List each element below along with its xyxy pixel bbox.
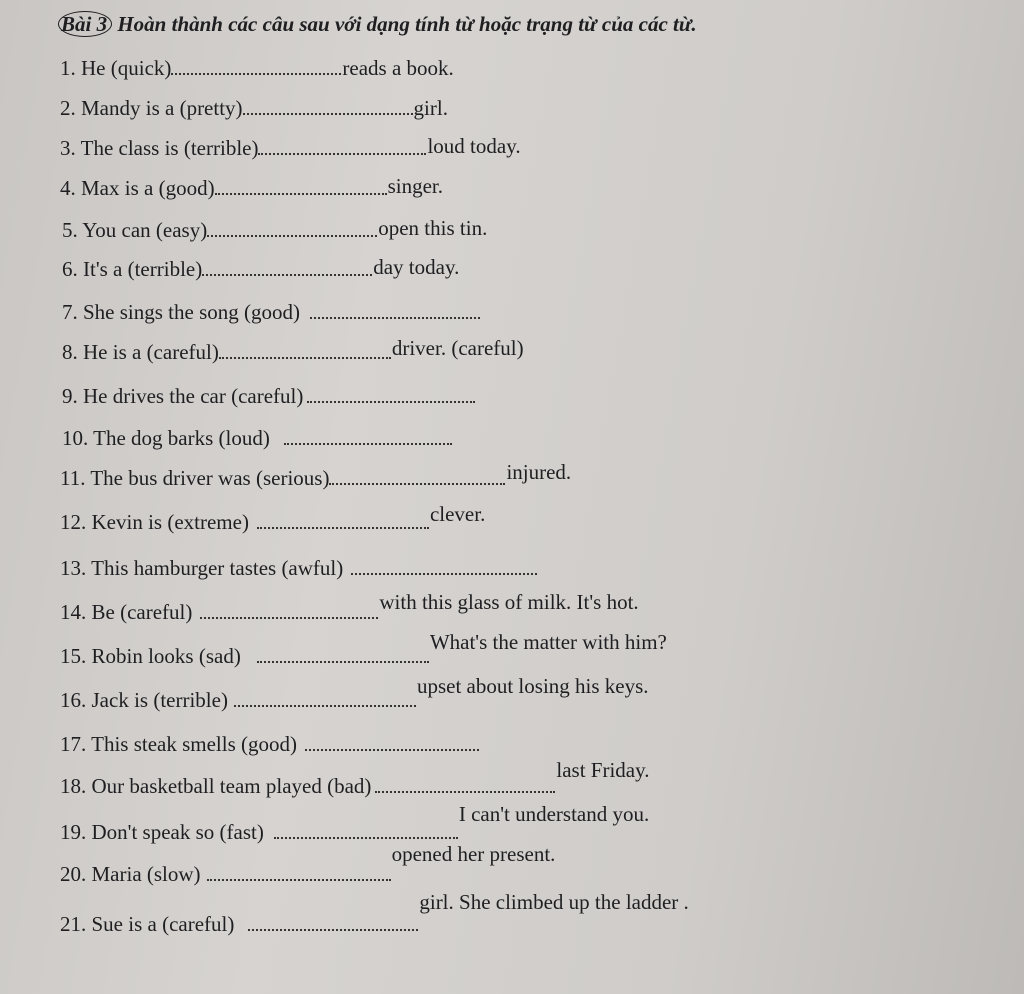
exercise-item xyxy=(62,218,487,242)
item-prompt: 16. Jack is (terrible) xyxy=(60,688,228,712)
item-prompt: 17. This steak smells (good) xyxy=(60,732,298,756)
exercise-item xyxy=(62,300,481,324)
item-continuation: upset about losing his keys. xyxy=(416,674,649,698)
answer-blank[interactable] xyxy=(234,704,416,707)
item-prompt: 12. Kevin is (extreme) xyxy=(60,510,249,534)
answer-blank[interactable] xyxy=(274,836,458,839)
exercise-item xyxy=(60,842,556,886)
item-prompt: 4. Max is a (good) xyxy=(60,176,215,200)
item-prompt: 14. Be (careful) xyxy=(60,600,193,624)
answer-blank[interactable] xyxy=(307,400,475,403)
item-prompt: 9. He drives the car (careful) xyxy=(62,384,304,408)
item-prompt: 20. Maria (slow) xyxy=(60,862,201,886)
item-continuation: reads a book. xyxy=(342,56,454,80)
item-prompt: 13. This hamburger tastes (awful) xyxy=(60,556,344,580)
item-continuation: What's the matter with him? xyxy=(429,630,667,654)
answer-blank[interactable] xyxy=(248,928,418,931)
exercise-item xyxy=(62,426,453,450)
item-prompt: 21. Sue is a (careful) xyxy=(60,912,235,936)
item-continuation: loud today. xyxy=(427,134,521,158)
exercise-title xyxy=(58,12,697,37)
answer-blank[interactable] xyxy=(351,572,537,575)
item-continuation: day today. xyxy=(373,255,460,279)
item-continuation: injured. xyxy=(506,460,572,484)
item-prompt: 6. It's a (terrible) xyxy=(62,257,203,281)
item-continuation: opened her present. xyxy=(391,842,556,866)
exercise-item xyxy=(60,758,650,798)
item-prompt: 3. The class is (terrible) xyxy=(60,136,259,160)
exercise-item xyxy=(62,257,459,281)
item-prompt: 10. The dog barks (loud) xyxy=(62,426,270,450)
answer-blank[interactable] xyxy=(257,526,429,529)
answer-blank[interactable] xyxy=(257,660,429,663)
item-prompt: 11. The bus driver was (serious) xyxy=(60,466,330,490)
answer-blank[interactable] xyxy=(375,790,555,793)
exercise-item xyxy=(60,732,480,756)
item-prompt: 15. Robin looks (sad) xyxy=(60,644,241,668)
item-continuation: last Friday. xyxy=(556,758,650,782)
item-continuation: clever. xyxy=(429,502,486,526)
answer-blank[interactable] xyxy=(284,442,452,445)
answer-blank[interactable] xyxy=(219,356,391,359)
exercise-item xyxy=(60,136,521,160)
item-prompt: 7. She sings the song (good) xyxy=(62,300,300,324)
item-prompt: 18. Our basketball team played (bad) xyxy=(60,774,372,798)
item-prompt: 5. You can (easy) xyxy=(62,218,208,242)
answer-blank[interactable] xyxy=(310,316,480,319)
item-prompt: 19. Don't speak so (fast) xyxy=(60,820,264,844)
exercise-item xyxy=(60,674,649,712)
item-continuation: with this glass of milk. It's hot. xyxy=(379,590,639,614)
item-prompt: 1. He (quick) xyxy=(60,56,172,80)
answer-blank[interactable] xyxy=(215,192,387,195)
answer-blank[interactable] xyxy=(305,748,479,751)
answer-blank[interactable] xyxy=(329,482,505,485)
item-continuation: girl. She climbed up the ladder . xyxy=(419,890,689,914)
answer-blank[interactable] xyxy=(202,273,372,276)
item-prompt: 8. He is a (careful) xyxy=(62,340,219,364)
exercise-item xyxy=(60,96,448,120)
item-continuation: girl. xyxy=(413,96,448,120)
exercise-item xyxy=(60,502,486,534)
answer-blank[interactable] xyxy=(171,72,341,75)
exercise-item xyxy=(60,890,689,936)
answer-blank[interactable] xyxy=(243,112,413,115)
exercise-item xyxy=(62,384,476,408)
answer-blank[interactable] xyxy=(200,616,378,619)
item-continuation: open this tin. xyxy=(378,216,488,240)
exercise-item xyxy=(60,590,639,624)
exercise-item xyxy=(62,336,524,364)
answer-blank[interactable] xyxy=(207,234,377,237)
item-continuation: driver. (careful) xyxy=(391,336,524,360)
item-continuation: singer. xyxy=(387,174,443,198)
exercise-item xyxy=(60,460,572,490)
exercise-item xyxy=(60,802,650,844)
exercise-item xyxy=(60,176,443,200)
answer-blank[interactable] xyxy=(258,152,426,155)
exercise-number: Bài 3 xyxy=(58,11,112,37)
item-prompt: 2. Mandy is a (pretty) xyxy=(60,96,243,120)
exercise-item xyxy=(60,630,667,668)
exercise-item xyxy=(60,556,538,580)
exercise-item xyxy=(60,56,454,80)
item-continuation: I can't understand you. xyxy=(458,802,650,826)
answer-blank[interactable] xyxy=(207,878,391,881)
exercise-instruction: Hoàn thành các câu sau với dạng tính từ hoặc trạng từ của các từ. xyxy=(117,12,697,36)
